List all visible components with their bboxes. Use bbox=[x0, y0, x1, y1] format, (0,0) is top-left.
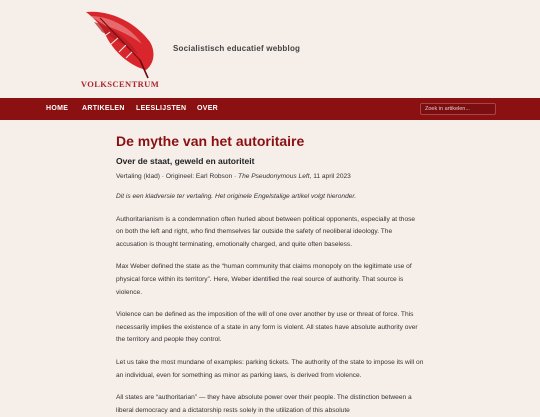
nav-item-artikelen[interactable]: ARTIKELEN bbox=[82, 105, 125, 112]
paragraph: Max Weber defined the state as the “human community that claims monopoly on the legitimate use of physical force within its territory”. Here, Weber identified the real source of authority. That source is violence. bbox=[116, 263, 412, 296]
meta-source: The Pseudonymous Left bbox=[238, 173, 310, 180]
nav-item-leeslijsten[interactable]: LEESLIJSTEN bbox=[136, 105, 187, 112]
site-logo[interactable] bbox=[80, 8, 160, 92]
nav-item-home[interactable]: HOME bbox=[46, 105, 69, 112]
article-meta bbox=[116, 172, 424, 181]
paragraph: All states are “authoritarian” — they have absolute power over their people. The distinction between a liberal democracy and a dictatorship rests solely in the utilization of this absolute bbox=[116, 394, 412, 414]
article-subtitle: Over de staat, geweld en autoriteit bbox=[116, 156, 255, 166]
meta-prefix: Vertaling (klad) · Origineel: Earl Robson · bbox=[116, 173, 239, 180]
search-input[interactable] bbox=[420, 103, 496, 115]
translation-note: Dit is een kladversie ter vertaling. Het originele Engelstalige artikel volgt hieronder. bbox=[116, 193, 357, 200]
paragraph: Let us take the most mundane of examples: parking tickets. The authority of the state to impose its will on an individual, even for something as minor as parking laws, is derived from violence. bbox=[116, 358, 424, 379]
logo-text: VOLKSCENTRUM bbox=[80, 79, 160, 89]
nav-item-over[interactable]: OVER bbox=[197, 105, 219, 112]
site-header bbox=[0, 0, 540, 98]
article bbox=[116, 132, 424, 417]
site-tagline: Socialistisch educatief webblog bbox=[173, 44, 301, 53]
article-title: De mythe van het autoritaire bbox=[116, 133, 305, 149]
paragraph: Authoritarianism is a condemnation often hurled about between political opponents, especially at those on both the left and right, who find themselves far outside the safety of neoliberal ideology. The accusation is thought terminating, emotionally charged, and quite often baseless. bbox=[116, 215, 416, 248]
quill-feather-icon bbox=[80, 8, 160, 80]
paragraph: Violence can be defined as the imposition of the will of one over another by use or threat of force. This necessarily implies the existence of a state in any form is violent. All states have absolute authority over the territory and people they control. bbox=[116, 311, 418, 344]
meta-date: , 11 april 2023 bbox=[309, 173, 351, 180]
